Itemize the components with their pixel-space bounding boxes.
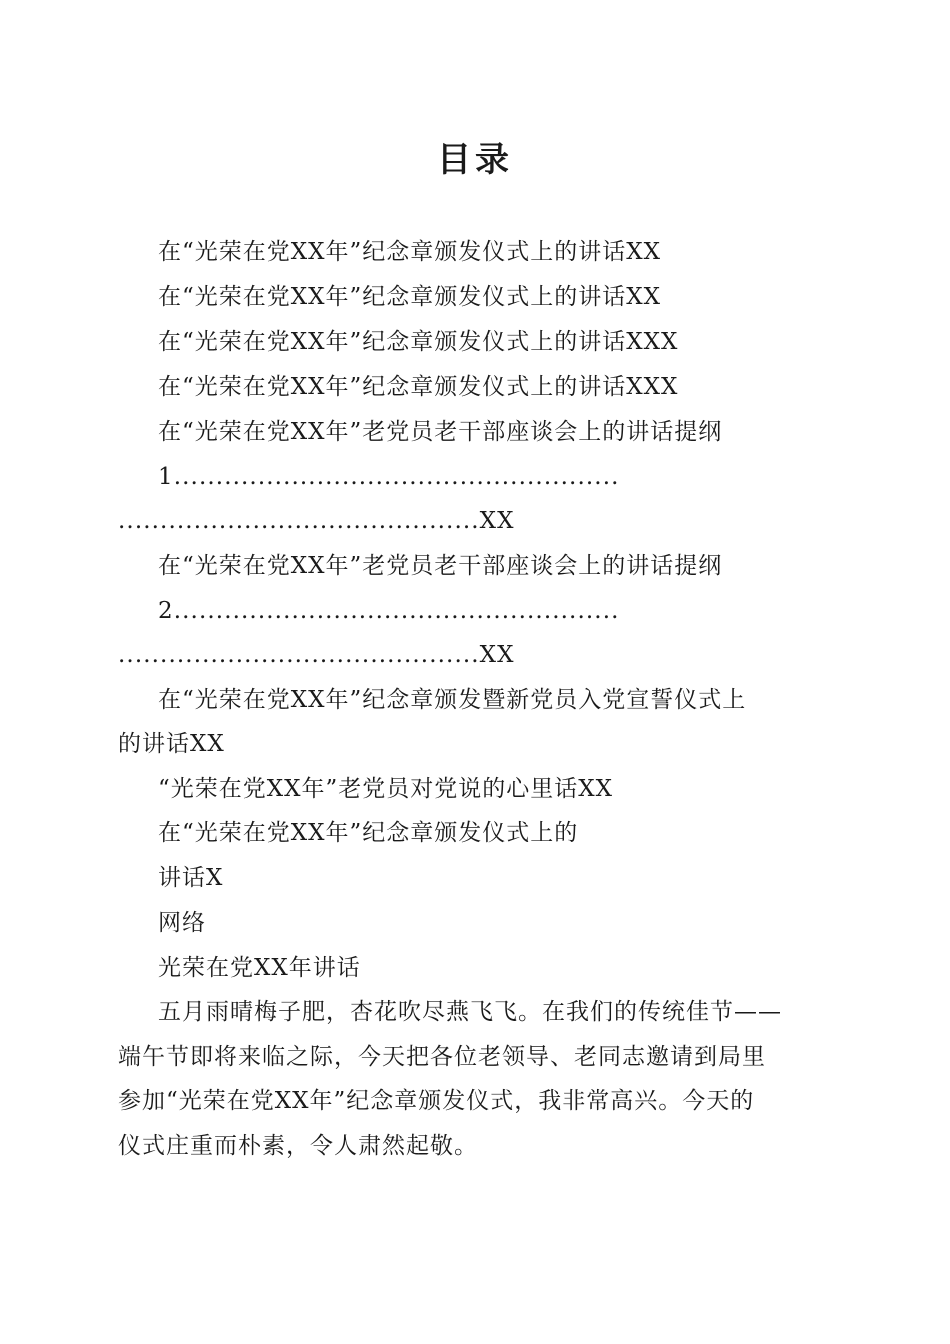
- toc-item-6-leader: 2.....................................................: [158, 598, 620, 624]
- toc-item-8[interactable]: “光荣在党XX年”老党员对党说的心里话XX: [158, 776, 614, 802]
- toc-item-6-title[interactable]: 在“光荣在党XX年”老党员老干部座谈会上的讲话提纲: [158, 553, 723, 579]
- toc-item-3[interactable]: 在“光荣在党XX年”纪念章颁发仪式上的讲话XXX: [158, 329, 679, 355]
- body-paragraph-line-3: 参加“光荣在党XX年”纪念章颁发仪式，我非常高兴。今天的: [118, 1088, 755, 1114]
- toc-item-9-title[interactable]: 在“光荣在党XX年”纪念章颁发仪式上的: [158, 820, 579, 846]
- speech-title: 光荣在党XX年讲话: [158, 955, 361, 981]
- page-title: 目录: [437, 140, 513, 180]
- toc-item-7-title[interactable]: 在“光荣在党XX年”纪念章颁发暨新党员入党宣誓仪式上: [158, 687, 747, 713]
- body-paragraph-line-2: 端午节即将来临之际，今天把各位老领导、老同志邀请到局里: [118, 1044, 766, 1070]
- toc-item-7-cont[interactable]: 的讲话XX: [118, 731, 225, 757]
- toc-item-9-cont[interactable]: 讲话X: [158, 865, 224, 891]
- body-paragraph-line-4: 仪式庄重而朴素，令人肃然起敬。: [118, 1133, 478, 1159]
- toc-item-5-title[interactable]: 在“光荣在党XX年”老党员老干部座谈会上的讲话提纲: [158, 419, 723, 445]
- body-paragraph-line-1: 五月雨晴梅子肥，杏花吹尽燕飞飞。在我们的传统佳节——: [158, 999, 782, 1025]
- toc-item-5-leader: 1.....................................................: [158, 464, 620, 490]
- source-label: 网络: [158, 910, 206, 936]
- toc-item-5-page: ...........................................XX: [118, 508, 515, 534]
- toc-item-2[interactable]: 在“光荣在党XX年”纪念章颁发仪式上的讲话XX: [158, 284, 662, 310]
- toc-item-4[interactable]: 在“光荣在党XX年”纪念章颁发仪式上的讲话XXX: [158, 374, 679, 400]
- toc-item-1[interactable]: 在“光荣在党XX年”纪念章颁发仪式上的讲话XX: [158, 239, 662, 265]
- toc-item-6-page: ...........................................XX: [118, 642, 515, 668]
